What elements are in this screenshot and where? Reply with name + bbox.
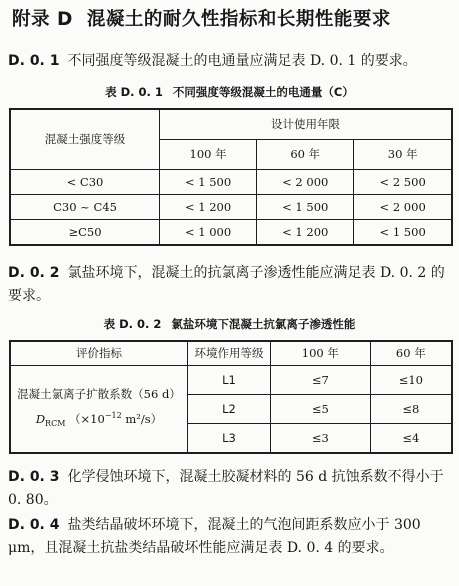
table1-cell: < 1 500: [257, 194, 354, 219]
table-row: [10, 365, 452, 394]
table1-caption: [0, 84, 459, 100]
diffusion-exponent: −12: [104, 410, 122, 420]
table1-group-header: 设计使用年限: [160, 109, 453, 139]
table2-header: 评价指标: [10, 341, 188, 365]
table2-metric-line1: 混凝土氯离子扩散系数（56 d）: [17, 386, 181, 401]
table1-col-header: 60 年: [257, 139, 354, 169]
table2-header: 60 年: [370, 341, 452, 365]
table2-level: L2: [188, 394, 271, 423]
diffusion-symbol: D: [35, 411, 46, 426]
table2-caption-id: 表 D. 0. 2: [103, 317, 162, 331]
table2-cell: ≤4: [370, 423, 452, 453]
table1-caption-text: 不同强度等级混凝土的电通量（C）: [172, 85, 354, 99]
clause-d04-id: D. 0. 4: [8, 517, 60, 533]
table-row: [10, 219, 452, 245]
appendix-heading: 混凝土的耐久性指标和长期性能要求: [86, 9, 391, 30]
clause-d02: [8, 262, 454, 308]
table-chloride-permeability: [9, 340, 453, 454]
table1-cell: < 2 000: [354, 194, 452, 219]
table2-caption: [0, 316, 459, 332]
table2-level: L1: [188, 365, 271, 394]
clause-d02-text: 氯盐环境下，混凝土的抗氯离子渗透性能应满足表 D. 0. 2 的要求。: [8, 265, 445, 304]
table1-corner-header: 混凝土强度等级: [10, 109, 160, 169]
table2-caption-text: 氯盐环境下混凝土抗氯离子渗透性能: [171, 317, 356, 331]
table2-header: 环境作用等级: [188, 341, 271, 365]
diffusion-unit-end: m²/s）: [121, 411, 163, 426]
appendix-title: [12, 6, 452, 34]
diffusion-subscript: RCM: [45, 418, 66, 428]
table-row: [10, 169, 452, 194]
table1-cell: < 2 500: [354, 169, 452, 194]
table2-level: L3: [188, 423, 271, 453]
table1-col-header: 100 年: [160, 139, 257, 169]
appendix-id: 附录 D: [12, 9, 73, 30]
clause-d01-id: D. 0. 1: [8, 53, 60, 69]
clause-d03: [8, 466, 454, 512]
clause-d04-text: 盐类结晶破坏环境下，混凝土的气泡间距系数应小于 300 μm，且混凝土抗盐类结晶破坏性能应满足表 D. 0. 4 的要求。: [8, 517, 421, 556]
table1-cell: < 1 500: [160, 169, 257, 194]
table1-cell: < 1 200: [257, 219, 354, 245]
table2-header: 100 年: [271, 341, 371, 365]
diffusion-unit: （×10: [69, 411, 105, 426]
table1-cell: < 2 000: [257, 169, 354, 194]
table1-grade: < C30: [10, 169, 160, 194]
table-electric-flux: [9, 108, 453, 246]
clause-d03-id: D. 0. 3: [8, 469, 60, 485]
clause-d04: [8, 514, 454, 560]
table1-cell: < 1 200: [160, 194, 257, 219]
table-row: [10, 194, 452, 219]
clause-d03-text: 化学侵蚀环境下，混凝土胶凝材料的 56 d 抗蚀系数不得小于 0. 80。: [8, 469, 444, 508]
table1-grade: C30 ~ C45: [10, 194, 160, 219]
clause-d01: [8, 50, 454, 73]
table2-cell: ≤5: [271, 394, 371, 423]
clause-d02-id: D. 0. 2: [8, 265, 60, 281]
table2-metric: [10, 365, 188, 453]
table2-cell: ≤10: [370, 365, 452, 394]
table2-cell: ≤3: [271, 423, 371, 453]
table2-cell: ≤8: [370, 394, 452, 423]
table1-cell: < 1 500: [354, 219, 452, 245]
table2-cell: ≤7: [271, 365, 371, 394]
table1-grade: ≥C50: [10, 219, 160, 245]
table2-metric-line2: [11, 405, 187, 435]
table1-col-header: 30 年: [354, 139, 452, 169]
table1-caption-id: 表 D. 0. 1: [105, 85, 163, 99]
clause-d01-text: 不同强度等级混凝土的电通量应满足表 D. 0. 1 的要求。: [67, 53, 417, 69]
table1-cell: < 1 000: [160, 219, 257, 245]
